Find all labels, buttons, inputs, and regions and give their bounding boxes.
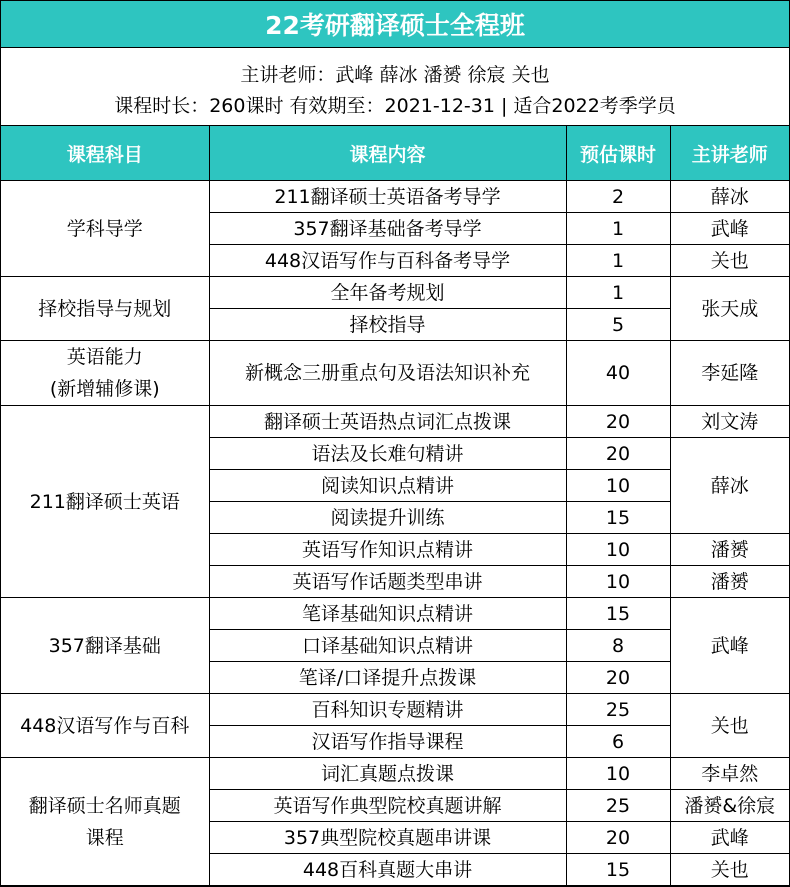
- teacher-cell: 关也: [670, 854, 789, 886]
- hours-cell: 15: [566, 502, 670, 534]
- content-cell: 汉语写作指导课程: [209, 726, 566, 758]
- hours-cell: 10: [566, 534, 670, 566]
- hours-cell: 8: [566, 630, 670, 662]
- content-cell: 357翻译基础备考导学: [209, 213, 566, 245]
- subject-cell: 择校指导与规划: [1, 277, 209, 341]
- teacher-cell: 武峰: [670, 822, 789, 854]
- teacher-cell: 李延隆: [670, 341, 789, 406]
- hours-cell: 20: [566, 438, 670, 470]
- teacher-cell: 薛冰: [670, 438, 789, 534]
- content-cell: 英语写作知识点精讲: [209, 534, 566, 566]
- teacher-cell: 潘赟: [670, 566, 789, 598]
- content-cell: 阅读提升训练: [209, 502, 566, 534]
- table-header-row: [1, 126, 789, 181]
- hours-cell: 20: [566, 662, 670, 694]
- content-cell: 英语写作话题类型串讲: [209, 566, 566, 598]
- hours-cell: 10: [566, 758, 670, 790]
- teacher-cell: 刘文涛: [670, 406, 789, 438]
- header-content: 课程内容: [209, 126, 566, 181]
- content-cell: 语法及长难句精讲: [209, 438, 566, 470]
- table-row: [1, 341, 789, 406]
- content-cell: 口译基础知识点精讲: [209, 630, 566, 662]
- content-cell: 全年备考规划: [209, 277, 566, 309]
- subject-cell: 357翻译基础: [1, 598, 209, 694]
- content-cell: 百科知识专题精讲: [209, 694, 566, 726]
- content-cell: 448汉语写作与百科备考导学: [209, 245, 566, 277]
- hours-cell: 1: [566, 213, 670, 245]
- page-title: 22考研翻译硕士全程班: [1, 1, 789, 48]
- course-info: [1, 48, 789, 126]
- table-row: [1, 277, 789, 309]
- teacher-cell: 李卓然: [670, 758, 789, 790]
- hours-cell: 40: [566, 341, 670, 406]
- hours-cell: 20: [566, 406, 670, 438]
- subject-line: 翻译硕士名师真题: [28, 794, 181, 817]
- content-cell: 阅读知识点精讲: [209, 470, 566, 502]
- hours-cell: 15: [566, 854, 670, 886]
- teacher-cell: 张天成: [670, 277, 789, 341]
- content-cell: 翻译硕士英语热点词汇点拨课: [209, 406, 566, 438]
- hours-cell: 25: [566, 790, 670, 822]
- hours-cell: 15: [566, 598, 670, 630]
- header-hours: 预估课时: [566, 126, 670, 181]
- table-row: [1, 598, 789, 630]
- teacher-cell: 潘赟: [670, 534, 789, 566]
- table-row: [1, 758, 789, 790]
- teacher-cell: 武峰: [670, 598, 789, 694]
- subject-cell: 448汉语写作与百科: [1, 694, 209, 758]
- table-row: [1, 406, 789, 438]
- hours-cell: 25: [566, 694, 670, 726]
- teachers-line: 主讲老师：武峰 薛冰 潘赟 徐宸 关也: [240, 64, 550, 86]
- details-line: 课程时长：260课时 有效期至：2021-12-31 | 适合2022考季学员: [114, 95, 676, 117]
- subject-cell: 学科导学: [1, 181, 209, 277]
- content-cell: 英语写作典型院校真题讲解: [209, 790, 566, 822]
- subject-line: 英语能力: [66, 346, 143, 368]
- subject-line: 课程: [85, 826, 124, 849]
- hours-cell: 1: [566, 245, 670, 277]
- teacher-cell: 薛冰: [670, 181, 789, 213]
- content-cell: 357典型院校真题串讲课: [209, 822, 566, 854]
- hours-cell: 2: [566, 181, 670, 213]
- content-cell: 新概念三册重点句及语法知识补充: [209, 341, 566, 406]
- hours-cell: 10: [566, 566, 670, 598]
- table-row: [1, 694, 789, 726]
- course-table: [1, 126, 789, 886]
- header-subject: 课程科目: [1, 126, 209, 181]
- header-teacher: 主讲老师: [670, 126, 789, 181]
- content-cell: 笔译基础知识点精讲: [209, 598, 566, 630]
- teacher-cell: 关也: [670, 245, 789, 277]
- content-cell: 择校指导: [209, 309, 566, 341]
- hours-cell: 5: [566, 309, 670, 341]
- content-cell: 词汇真题点拨课: [209, 758, 566, 790]
- teacher-cell: 关也: [670, 694, 789, 758]
- content-cell: 笔译/口译提升点拨课: [209, 662, 566, 694]
- content-cell: 211翻译硕士英语备考导学: [209, 181, 566, 213]
- subject-line: (新增辅修课): [49, 378, 160, 400]
- content-cell: 448百科真题大串讲: [209, 854, 566, 886]
- subject-cell: [1, 341, 209, 406]
- teacher-cell: 潘赟&徐宸: [670, 790, 789, 822]
- subject-cell: [1, 758, 209, 886]
- hours-cell: 10: [566, 470, 670, 502]
- teacher-cell: 武峰: [670, 213, 789, 245]
- hours-cell: 20: [566, 822, 670, 854]
- subject-cell: 211翻译硕士英语: [1, 406, 209, 598]
- hours-cell: 6: [566, 726, 670, 758]
- table-row: [1, 181, 789, 213]
- hours-cell: 1: [566, 277, 670, 309]
